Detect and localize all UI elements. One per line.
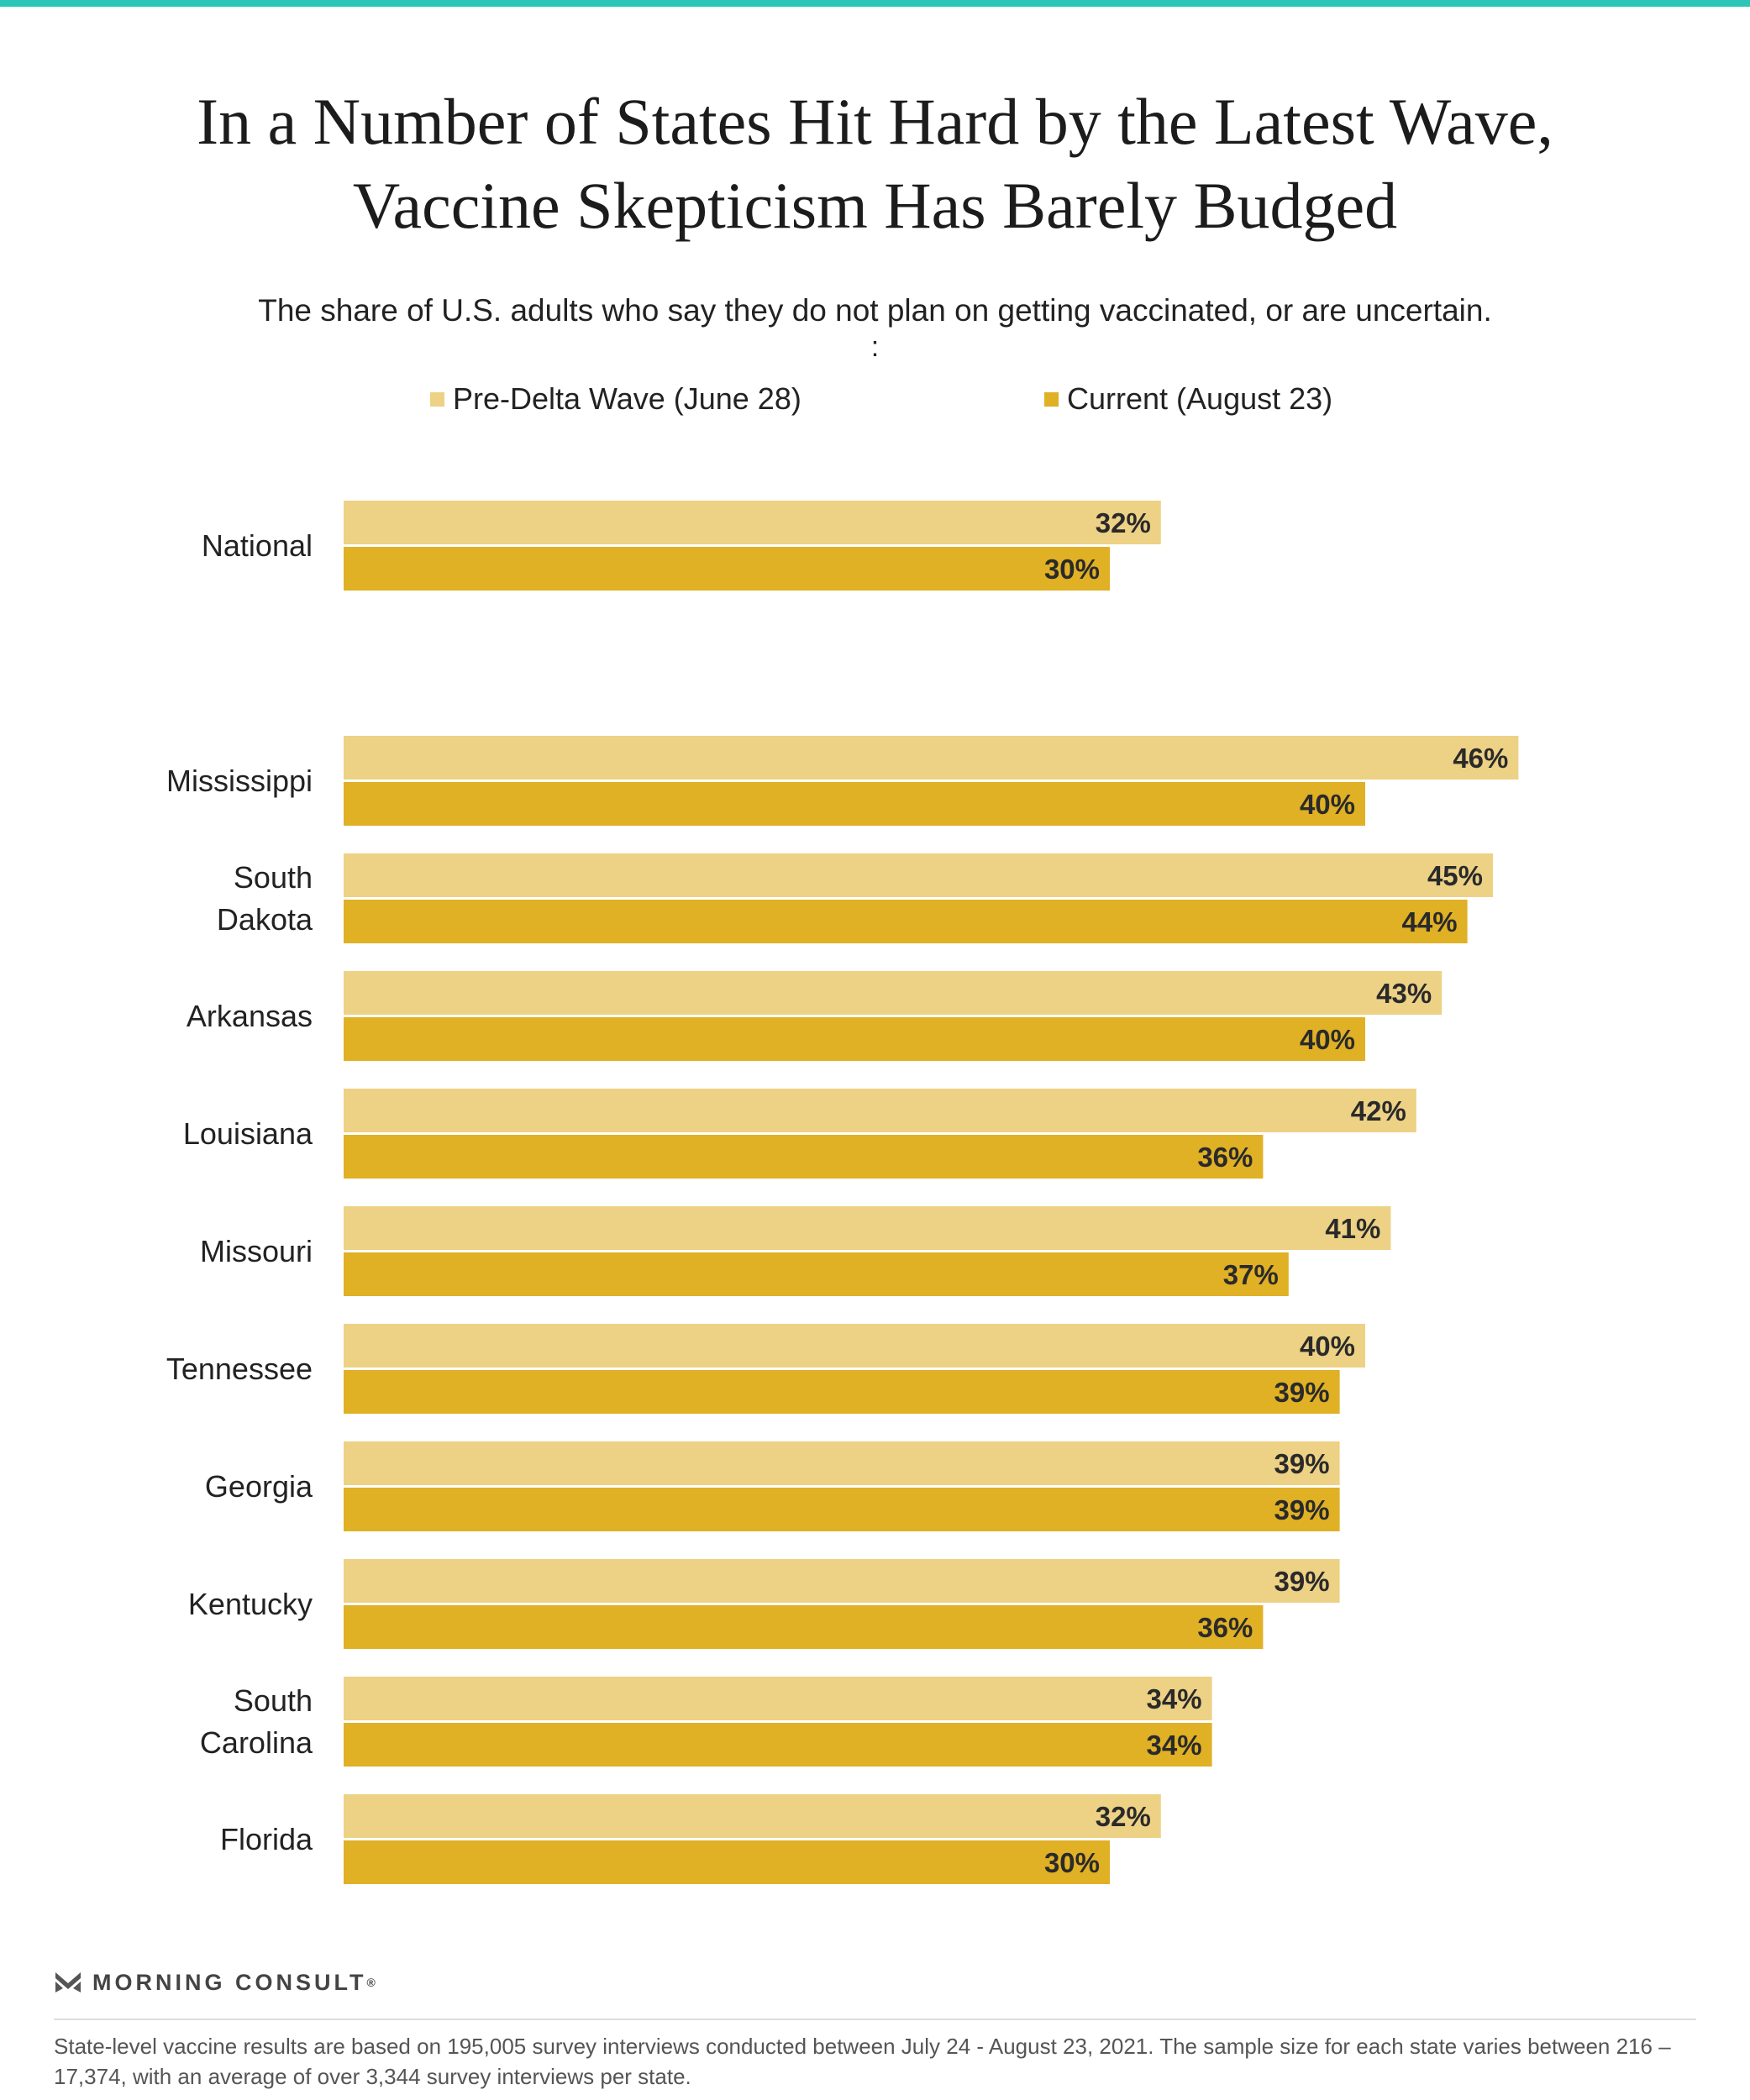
data-label-national-current: 30%	[1043, 554, 1100, 585]
bar-louisiana-current	[344, 1135, 1263, 1179]
category-label-line: South	[233, 1683, 313, 1718]
bar-south-dakota-current	[344, 900, 1468, 943]
morning-consult-logo-icon	[54, 1971, 82, 1994]
logo-registered-mark: ®	[366, 1976, 376, 1989]
category-label-national	[202, 528, 313, 563]
bar-kentucky-pre-delta	[344, 1559, 1340, 1603]
bar-tennessee-pre-delta	[344, 1324, 1365, 1368]
data-label-missouri-pre-delta: 41%	[1325, 1213, 1381, 1244]
category-label-florida	[220, 1822, 313, 1856]
category-label-line: Dakota	[216, 902, 313, 937]
data-label-georgia-current: 39%	[1274, 1494, 1330, 1525]
data-label-louisiana-pre-delta: 42%	[1350, 1095, 1406, 1126]
category-label-line: Arkansas	[186, 999, 313, 1033]
bar-georgia-current	[344, 1488, 1340, 1531]
data-label-south-dakota-pre-delta: 45%	[1427, 860, 1483, 891]
subtitle-colon: :	[870, 331, 880, 363]
category-label-georgia	[205, 1469, 313, 1504]
bar-mississippi-pre-delta	[344, 736, 1518, 780]
data-label-south-carolina-current: 34%	[1146, 1730, 1202, 1761]
category-label-south-dakota	[217, 860, 313, 937]
category-label-line: National	[201, 528, 313, 563]
category-label-line: South	[233, 860, 313, 895]
logo-text: MORNING CONSULT	[92, 1969, 367, 1995]
data-label-kentucky-current: 36%	[1197, 1612, 1253, 1643]
data-label-missouri-current: 37%	[1222, 1259, 1279, 1290]
legend-label-pre-delta: Pre-Delta Wave (June 28)	[453, 381, 801, 416]
category-label-line: Louisiana	[182, 1116, 313, 1151]
chart-subtitle: The share of U.S. adults who say they do not plan on getting vaccinated, or are uncertain.	[258, 293, 1492, 328]
data-label-tennessee-pre-delta: 40%	[1299, 1331, 1355, 1362]
chart-title-line-1: In a Number of States Hit Hard by the Latest Wave,	[197, 85, 1553, 158]
category-label-line: Carolina	[199, 1725, 313, 1760]
category-label-line: Florida	[219, 1822, 313, 1856]
morning-consult-logo	[54, 1966, 376, 1999]
data-label-louisiana-current: 36%	[1197, 1142, 1253, 1173]
category-label-line: Missouri	[199, 1234, 313, 1268]
data-label-south-carolina-pre-delta: 34%	[1146, 1683, 1202, 1714]
data-label-mississippi-pre-delta: 46%	[1453, 743, 1509, 774]
category-label-line: Mississippi	[166, 764, 313, 798]
data-label-mississippi-current: 40%	[1299, 789, 1355, 820]
data-label-florida-pre-delta: 32%	[1095, 1801, 1151, 1832]
category-label-mississippi	[166, 764, 313, 798]
legend-label-current: Current (August 23)	[1067, 381, 1333, 416]
bar-arkansas-pre-delta	[344, 971, 1442, 1015]
bar-missouri-current	[344, 1252, 1289, 1296]
footnote: State-level vaccine results are based on 195,005 survey interviews conducted between July 24 - August 23, 2021. The sample size for each state varies between 216 – 17,374, with an average of over 3,344 survey interviews per state.	[54, 2034, 1671, 2089]
bar-south-dakota-pre-delta	[344, 853, 1493, 897]
category-label-kentucky	[188, 1587, 313, 1621]
category-label-tennessee	[166, 1352, 313, 1386]
data-label-tennessee-current: 39%	[1274, 1377, 1330, 1408]
bar-tennessee-current	[344, 1370, 1340, 1414]
data-label-florida-current: 30%	[1043, 1847, 1100, 1878]
data-label-national-pre-delta: 32%	[1095, 507, 1151, 538]
bar-florida-pre-delta	[344, 1794, 1161, 1838]
category-label-south-carolina	[200, 1683, 313, 1760]
category-label-missouri	[200, 1234, 313, 1268]
category-label-line: Tennessee	[166, 1352, 313, 1386]
bar-south-carolina-pre-delta	[344, 1677, 1212, 1720]
data-label-arkansas-pre-delta: 43%	[1376, 978, 1432, 1009]
data-label-georgia-pre-delta: 39%	[1274, 1448, 1330, 1479]
category-label-arkansas	[187, 999, 313, 1033]
bar-missouri-pre-delta	[344, 1206, 1390, 1250]
category-label-line: Georgia	[204, 1469, 313, 1504]
bar-georgia-pre-delta	[344, 1441, 1340, 1485]
bar-kentucky-current	[344, 1605, 1263, 1649]
category-label-line: Kentucky	[187, 1587, 313, 1621]
bar-mississippi-current	[344, 782, 1365, 826]
bar-national-current	[344, 547, 1110, 591]
bar-louisiana-pre-delta	[344, 1089, 1416, 1132]
bar-florida-current	[344, 1840, 1110, 1884]
bar-arkansas-current	[344, 1017, 1365, 1061]
data-label-south-dakota-current: 44%	[1401, 906, 1458, 937]
footer-divider	[54, 2019, 1696, 2020]
chart-title-line-2: Vaccine Skepticism Has Barely Budged	[352, 169, 1398, 242]
data-label-arkansas-current: 40%	[1299, 1024, 1355, 1055]
bar-south-carolina-current	[344, 1723, 1212, 1767]
data-label-kentucky-pre-delta: 39%	[1274, 1566, 1330, 1597]
bar-national-pre-delta	[344, 501, 1161, 544]
category-label-louisiana	[183, 1116, 313, 1151]
